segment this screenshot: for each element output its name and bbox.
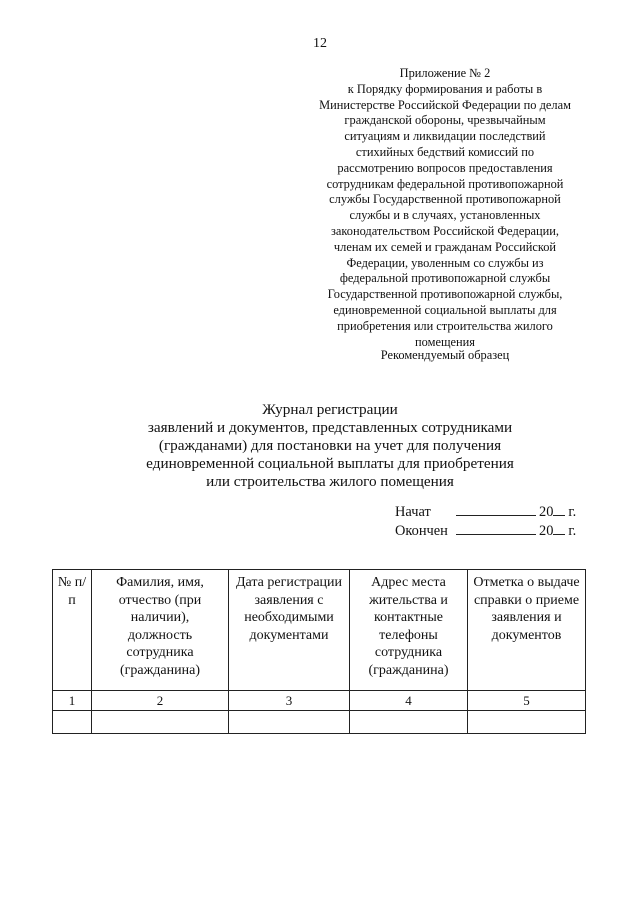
appendix-line: ситуациям и ликвидации последствий [344, 129, 546, 144]
appendix-line: рассмотрению вопросов предоставления [337, 160, 553, 175]
ended-date-blank [456, 521, 536, 535]
appendix-line: сотрудникам федеральной противопожарной [326, 176, 564, 191]
appendix-line: единовременной социальной выплаты для [333, 302, 557, 317]
ended-year-prefix: 20 [539, 523, 554, 539]
appendix-line: стихийных бедствий комиссий по [355, 144, 535, 159]
journal-title-line: (гражданами) для постановки на учет для получения [158, 437, 502, 454]
header-number: № п/п [53, 570, 92, 691]
table-row-empty [53, 711, 586, 734]
appendix-line: Министерстве Российской Федерации по делам [319, 97, 571, 112]
journal-title-line: заявлений и документов, представленных сотрудниками [147, 419, 513, 436]
appendix-line: гражданской обороны, чрезвычайным [344, 113, 546, 128]
journal-title-line: Журнал регистрации [262, 401, 398, 418]
page-number: 12 [313, 36, 327, 51]
appendix-line: службы и в случаях, установленных [349, 208, 541, 223]
empty-cell [53, 711, 92, 734]
column-number: 4 [350, 691, 468, 711]
appendix-line: службы Государственной противопожарной [329, 192, 561, 207]
column-numbers-row [53, 691, 586, 711]
header-full-name: Фамилия, имя, отчество (при наличии), должность сотрудника (гражданина) [92, 570, 229, 691]
ended-date-row [395, 521, 595, 540]
appendix-line: Федерации, уволенным со службы из [346, 255, 544, 270]
column-number: 2 [92, 691, 229, 711]
started-date-row [395, 502, 595, 521]
appendix-line: к Порядку формирования и работы в [347, 81, 543, 96]
header-address-phones: Адрес места жительства и контактные телефоны сотрудника (гражданина) [350, 570, 468, 691]
appendix-line: федеральной противопожарной службы [339, 271, 551, 286]
empty-cell [468, 711, 586, 734]
started-year-suffix: г. [568, 504, 577, 520]
appendix-line: помещения [415, 334, 475, 349]
header-certificate-mark: Отметка о выдаче справки о приеме заявления и документов [468, 570, 586, 691]
started-date-blank [456, 502, 536, 516]
started-label: Начат [395, 504, 431, 520]
started-year-prefix: 20 [539, 504, 554, 520]
appendix-line: Приложение № 2 [399, 66, 491, 80]
header-registration-date: Дата регистрации заявления с необходимыми документами [229, 570, 350, 691]
empty-cell [92, 711, 229, 734]
appendix-header [300, 66, 590, 350]
empty-cell [350, 711, 468, 734]
empty-cell [229, 711, 350, 734]
appendix-line: членам их семей и гражданам Российской [333, 239, 557, 254]
journal-dates [395, 502, 595, 540]
recommended-sample-label: Рекомендуемый образец [380, 348, 510, 362]
ended-year-blank [553, 521, 565, 535]
ended-year-suffix: г. [568, 523, 577, 539]
column-number: 5 [468, 691, 586, 711]
column-number: 1 [53, 691, 92, 711]
registration-table [52, 569, 586, 734]
journal-title-line: единовременной социальной выплаты для приобретения [146, 455, 514, 472]
journal-title-line: или строительства жилого помещения [206, 473, 454, 490]
appendix-line: законодательством Российской Федерации, [330, 223, 560, 238]
column-number: 3 [229, 691, 350, 711]
appendix-line: приобретения или строительства жилого [337, 318, 553, 333]
ended-label: Окончен [395, 523, 448, 539]
started-year-blank [553, 502, 565, 516]
appendix-line: Государственной противопожарной службы, [327, 287, 563, 302]
journal-title [90, 401, 570, 491]
table-header-row [53, 570, 586, 691]
